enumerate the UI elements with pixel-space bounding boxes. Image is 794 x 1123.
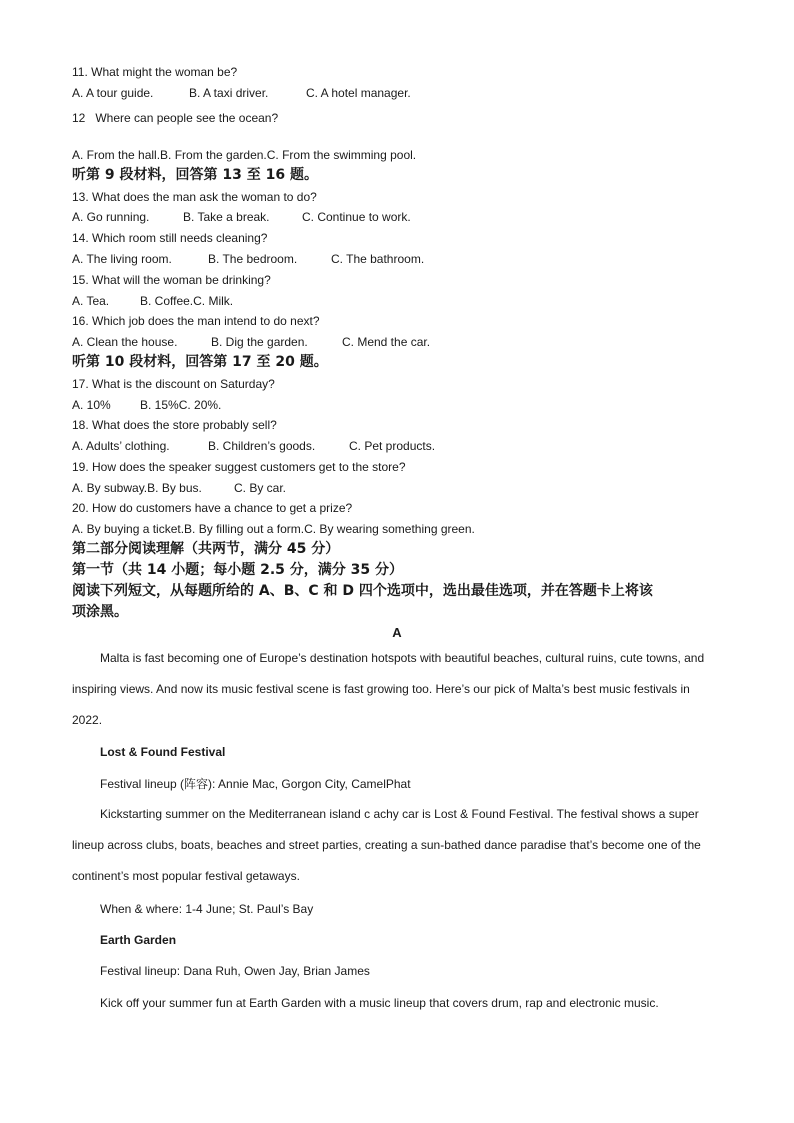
option-ab: A. By subway.B. By bus.: [72, 481, 202, 495]
question-11: 11. What might the woman be?: [72, 65, 238, 79]
option-a: A. A tour guide.: [72, 86, 154, 100]
option-c: C. The bathroom.: [331, 252, 425, 266]
question-18: 18. What does the store probably sell?: [72, 418, 277, 432]
section-one-heading: 第一节（共 14 小题；每小题 2.5 分，满分 35 分）: [72, 562, 404, 578]
question-20-options: A. By buying a ticket.B. By filling out a form.C. By wearing something green.: [72, 522, 475, 536]
question-11-options: [72, 85, 411, 101]
instruction-line-2: 项涂黑。: [72, 604, 128, 620]
option-a: A. 10%: [72, 398, 111, 412]
option-a: A. Clean the house.: [72, 335, 178, 349]
option-a: A. Adults’ clothing.: [72, 439, 170, 453]
option-c: C. A hotel manager.: [306, 86, 411, 100]
question-17-options: [72, 397, 221, 413]
option-bc: B. Coffee.C. Milk.: [140, 294, 234, 308]
option-c: C. By car.: [234, 481, 287, 495]
festival-1-description: Kickstarting summer on the Mediterranean island c achy car is Lost & Found Festival. The festival shows a super lineup across clubs, boats, beaches and street parties, creating a sun-bathed dance paradise that’s become one of the continent’s most popular festival getaways.: [72, 807, 701, 883]
question-17: 17. What is the discount on Saturday?: [72, 377, 275, 391]
passage-intro: Malta is fast becoming one of Europe’s destination hotspots with beautiful beaches, cultural ruins, cute towns, and inspiring views. And now its music festival scene is fast growing too. Here’s our pick of Malta’s best music festivals in 2022.: [72, 651, 705, 727]
option-c: C. Continue to work.: [302, 210, 411, 224]
option-a: A. Tea.: [72, 294, 110, 308]
question-19-options: [72, 480, 286, 496]
question-15: 15. What will the woman be drinking?: [72, 273, 271, 287]
section-9-heading: 听第 9 段材料，回答第 13 至 16 题。: [72, 167, 318, 183]
passage-label: A: [392, 625, 402, 640]
instruction-line-1: 阅读下列短文，从每题所给的 A、B、C 和 D 四个选项中，选出最佳选项，并在答题卡上将该: [72, 583, 653, 599]
option-b: B. A taxi driver.: [189, 86, 269, 100]
section-10-heading: 听第 10 段材料，回答第 17 至 20 题。: [72, 354, 328, 370]
question-15-options: [72, 293, 233, 309]
question-20: 20. How do customers have a chance to get a prize?: [72, 501, 353, 515]
question-13: 13. What does the man ask the woman to do?: [72, 190, 317, 204]
option-b: B. Take a break.: [183, 210, 270, 224]
festival-2-name: Earth Garden: [100, 933, 177, 947]
part-two-heading: 第二部分阅读理解（共两节，满分 45 分）: [72, 541, 340, 557]
question-16: 16. Which job does the man intend to do next?: [72, 314, 320, 328]
festival-1-when-where: When & where: 1-4 June; St. Paul’s Bay: [100, 902, 314, 916]
option-b: B. Dig the garden.: [211, 335, 308, 349]
festival-2-lineup: Festival lineup: Dana Ruh, Owen Jay, Brian James: [100, 964, 370, 978]
option-b: B. Children’s goods.: [208, 439, 316, 453]
question-16-options: [72, 334, 430, 350]
question-12: 12 Where can people see the ocean?: [72, 111, 279, 125]
festival-2-description: Kick off your summer fun at Earth Garden with a music lineup that covers drum, rap and electronic music.: [100, 996, 659, 1010]
option-bc: B. 15%C. 20%.: [140, 398, 222, 412]
festival-1-name: Lost & Found Festival: [100, 745, 226, 759]
option-a: A. The living room.: [72, 252, 172, 266]
question-18-options: [72, 438, 435, 454]
option-c: C. Pet products.: [349, 439, 436, 453]
question-19: 19. How does the speaker suggest customers get to the store?: [72, 460, 406, 474]
question-13-options: [72, 209, 411, 225]
question-12-options: A. From the hall.B. From the garden.C. From the swimming pool.: [72, 148, 417, 162]
question-14-options: [72, 251, 424, 267]
question-14: 14. Which room still needs cleaning?: [72, 231, 268, 245]
option-b: B. The bedroom.: [208, 252, 298, 266]
option-c: C. Mend the car.: [342, 335, 431, 349]
option-a: A. Go running.: [72, 210, 150, 224]
festival-1-lineup: Festival lineup (阵容): Annie Mac, Gorgon City, CamelPhat: [100, 777, 411, 791]
